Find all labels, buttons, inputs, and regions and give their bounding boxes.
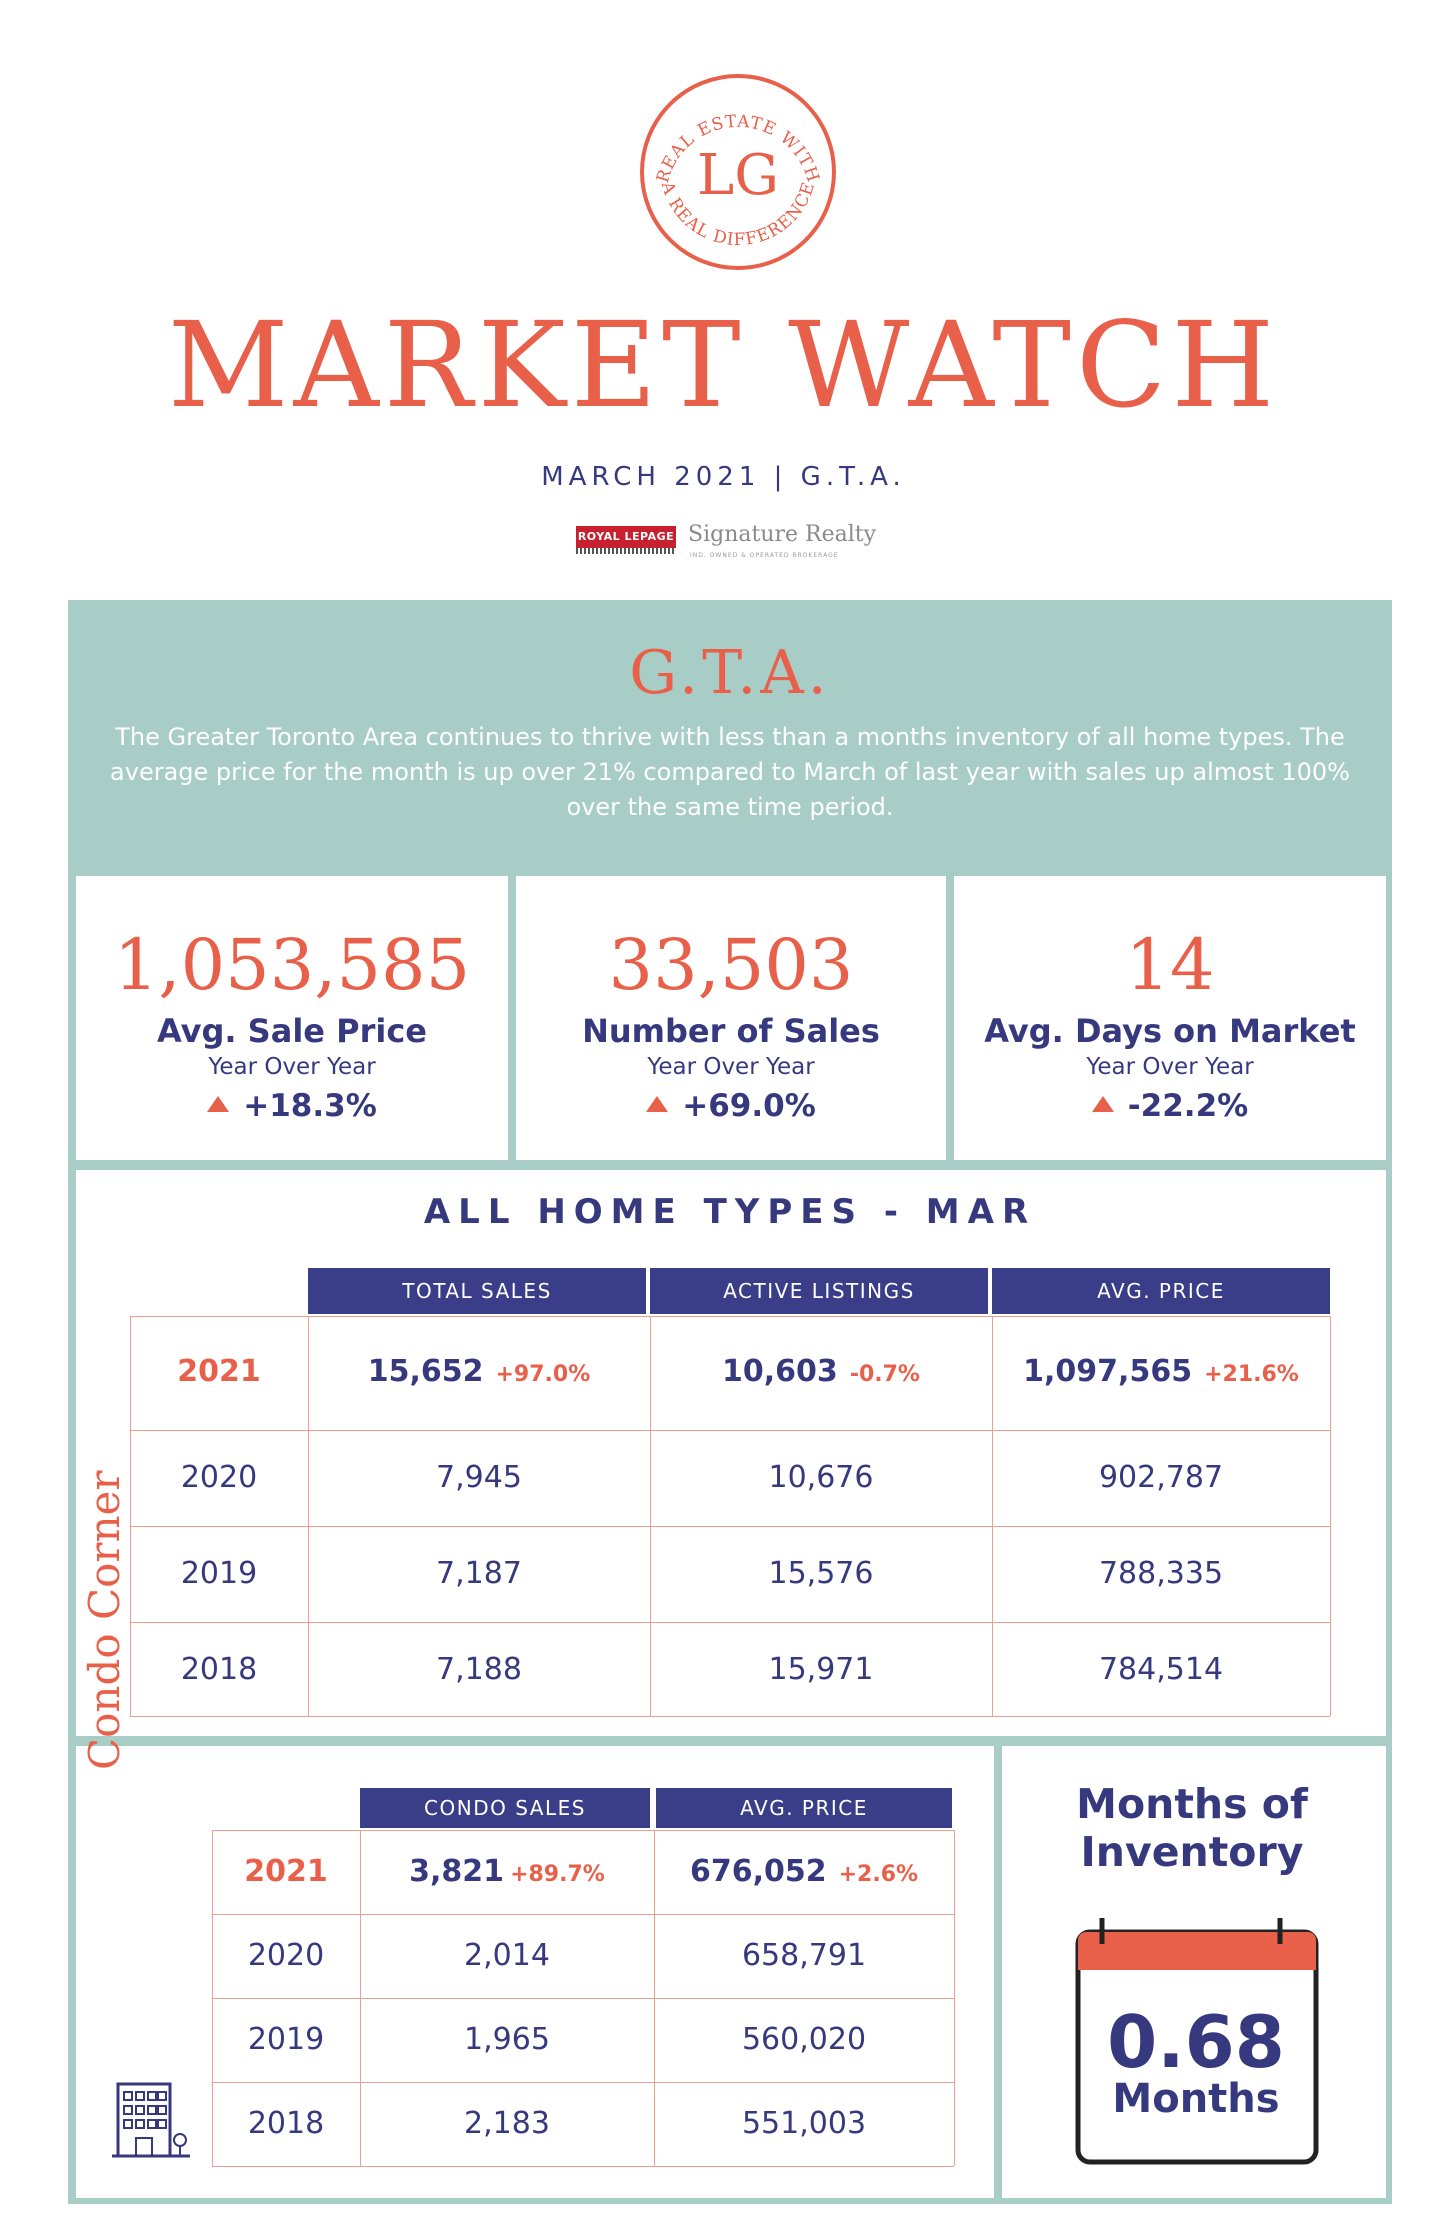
grid-line	[1330, 1316, 1331, 1716]
table-cell-sales	[308, 1354, 650, 1389]
inventory-title	[1000, 1780, 1384, 1876]
logo-ring-bottom: A REAL DIFFERENCE	[656, 179, 820, 251]
stat-change-value: -22.2%	[1127, 1088, 1249, 1124]
region-description: The Greater Toronto Area continues to thrive with less than a months inventory of all home types. The average price for the month is up over 21% compared to March of last year with sales up almost 100% over the same time period.	[110, 723, 1350, 821]
table-cell-listings: 10,676	[768, 1460, 874, 1495]
table-cell-condo-sales	[360, 1854, 654, 1889]
grid-line	[130, 1430, 1330, 1431]
row-year: 2019	[247, 2022, 325, 2057]
row-year: 2019	[180, 1556, 258, 1591]
table-cell-sales: 7,188	[436, 1652, 522, 1687]
table-cell-condo-price: 560,020	[741, 2022, 867, 2057]
brokerage-logo	[576, 520, 896, 560]
grid-line	[130, 1526, 1330, 1527]
grid-line	[130, 1622, 1330, 1623]
table-cell-price: 784,514	[1098, 1652, 1224, 1687]
table-cell-price: 788,335	[1098, 1556, 1224, 1591]
stat-card-days-on-market	[954, 876, 1386, 1160]
cell-value: 15,652	[367, 1354, 484, 1389]
table-cell-price: 902,787	[1098, 1460, 1224, 1495]
grid-line	[212, 1998, 954, 1999]
inventory-title-line2: Inventory	[1080, 1828, 1304, 1876]
cell-pct: -0.7%	[849, 1362, 920, 1387]
up-triangle-icon	[646, 1096, 668, 1112]
inventory-value: 0.68	[1107, 2000, 1285, 2084]
condo-corner-title: Condo Corner	[80, 1470, 129, 1770]
grid-line	[954, 1830, 955, 2166]
table-cell-sales: 7,945	[436, 1460, 522, 1495]
th-condo-sales: CONDO SALES	[360, 1788, 650, 1828]
inventory-title-line1: Months of	[1076, 1780, 1308, 1828]
row-year: 2020	[247, 1938, 325, 1973]
row-year: 2020	[180, 1460, 258, 1495]
brokerage-name: Signature Realty	[688, 522, 877, 547]
cell-value: 1,097,565	[1023, 1354, 1193, 1389]
table-cell-condo-sales: 1,965	[464, 2022, 550, 2057]
grid-line	[212, 2082, 954, 2083]
grid-line	[130, 1316, 1330, 1317]
cell-pct: +21.6%	[1204, 1362, 1299, 1387]
th-avg-price: AVG. PRICE	[992, 1268, 1330, 1314]
up-triangle-icon	[207, 1096, 229, 1112]
logo-ring-top: REAL ESTATE WITH	[652, 111, 824, 186]
th-active-listings: ACTIVE LISTINGS	[650, 1268, 988, 1314]
stat-card-avg-price	[76, 876, 508, 1160]
row-year: 2021	[177, 1354, 261, 1389]
cell-value: 3,821	[409, 1854, 505, 1889]
lg-logo	[638, 72, 838, 272]
stat-change	[516, 1088, 946, 1124]
table-cell-listings: 15,576	[768, 1556, 874, 1591]
grid-line	[212, 1830, 954, 1831]
brokerage-sub: IND. OWNED & OPERATED BROKERAGE	[690, 552, 839, 559]
stat-sub: Year Over Year	[647, 1054, 815, 1080]
table-cell-listings	[650, 1354, 992, 1389]
th-total-sales: TOTAL SALES	[308, 1268, 646, 1314]
cell-value: 10,603	[722, 1354, 838, 1389]
royal-lepage-logo: ROYAL LEPAGE	[576, 526, 676, 548]
stat-value: 14	[1125, 924, 1215, 1006]
row-year: 2018	[180, 1652, 258, 1687]
stat-label: Avg. Days on Market	[984, 1012, 1356, 1050]
cell-pct: +2.6%	[838, 1862, 919, 1887]
cell-pct: +89.7%	[510, 1862, 605, 1887]
stat-change	[954, 1088, 1386, 1124]
stat-label: Avg. Sale Price	[156, 1012, 427, 1050]
table-cell-condo-price	[654, 1854, 954, 1889]
table-cell-condo-price: 658,791	[741, 1938, 867, 1973]
all-home-types-title: ALL HOME TYPES - MAR	[423, 1192, 1037, 1232]
up-triangle-icon	[1092, 1096, 1114, 1112]
stat-change	[76, 1088, 508, 1124]
grid-line	[130, 1716, 1330, 1717]
building-icon	[110, 2078, 192, 2160]
page-title: MARKET WATCH	[167, 296, 1280, 434]
row-year: 2018	[247, 2106, 325, 2141]
cell-value: 676,052	[689, 1854, 827, 1889]
logo-monogram: LG	[697, 143, 779, 208]
th-condo-avg-price: AVG. PRICE	[656, 1788, 952, 1828]
stat-change-value: +18.3%	[243, 1088, 377, 1124]
table-cell-condo-price: 551,003	[741, 2106, 867, 2141]
row-year: 2021	[244, 1854, 328, 1889]
stat-label: Number of Sales	[582, 1012, 880, 1050]
table-cell-sales: 7,187	[436, 1556, 522, 1591]
stat-sub: Year Over Year	[208, 1054, 376, 1080]
stat-value: 33,503	[608, 924, 854, 1006]
table-cell-price	[992, 1354, 1330, 1389]
cell-pct: +97.0%	[495, 1362, 591, 1387]
table-cell-listings: 15,971	[768, 1652, 874, 1687]
stat-value: 1,053,585	[113, 924, 471, 1006]
royal-lepage-stripes	[576, 548, 676, 554]
region-title: G.T.A.	[629, 638, 831, 708]
table-cell-condo-sales: 2,183	[464, 2106, 550, 2141]
inventory-unit: Months	[1112, 2076, 1280, 2122]
grid-line	[212, 2166, 954, 2167]
stat-card-sales	[516, 876, 946, 1160]
table-cell-condo-sales: 2,014	[464, 1938, 550, 1973]
page-subtitle: MARCH 2021 | G.T.A.	[541, 462, 906, 492]
stat-change-value: +69.0%	[682, 1088, 816, 1124]
grid-line	[212, 1914, 954, 1915]
stat-sub: Year Over Year	[1086, 1054, 1254, 1080]
